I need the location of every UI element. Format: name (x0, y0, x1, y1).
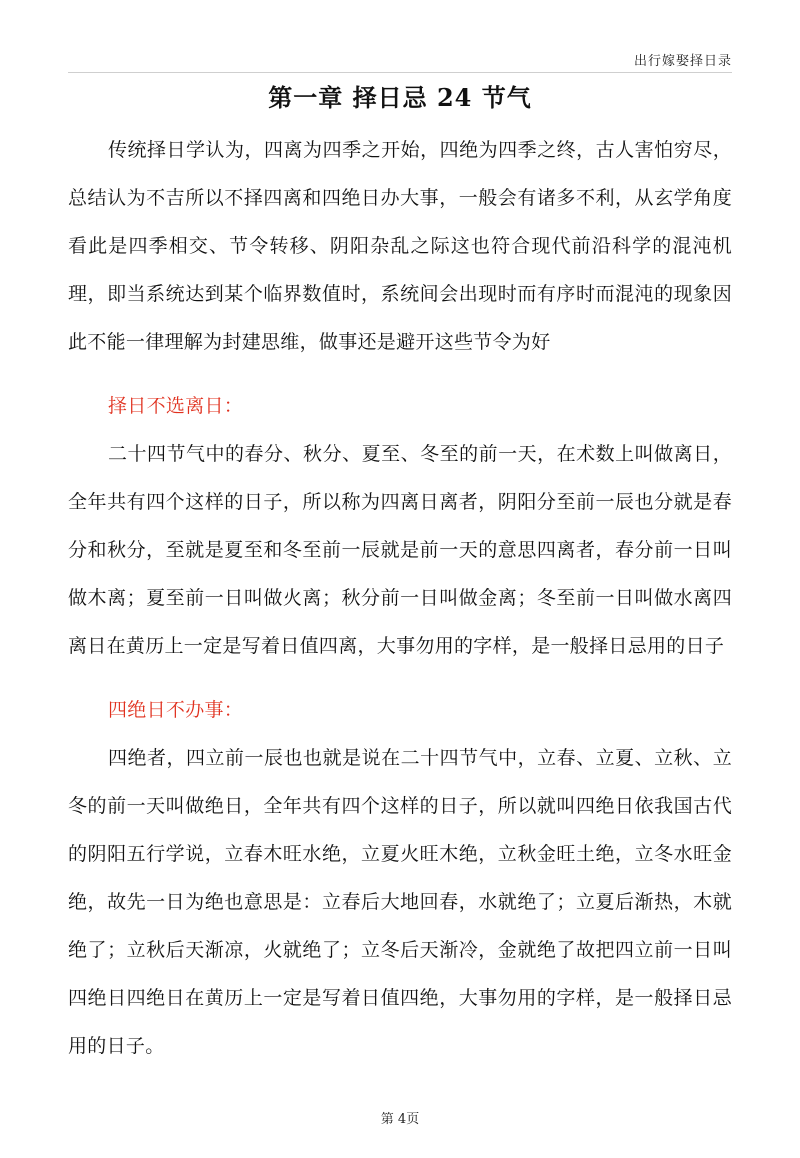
page-number: 第 4页 (380, 1112, 420, 1127)
jue-day-paragraph: 四绝者，四立前一辰也也就是说在二十四节气中，立春、立夏、立秋、立冬的前一天叫做绝日，全年共有四个这样的日子，所以就叫四绝日依我国古代的阴阳五行学说，立春木旺水绝，立夏火旺木绝，立秋金旺土绝，立冬水旺金绝，故先一日为绝也意思是：立春后大地回春，水就绝了；立夏后渐热，木就绝了；立秋后天渐凉，火就绝了；立冬后天渐冷，金就绝了故把四立前一日叫四绝日四绝日在黄历上一定是写着日值四绝，大事勿用的字样，是一般择日忌用的日子。 (68, 747, 732, 1057)
chapter-title: 第一章 择日忌 24 节气 (268, 83, 532, 112)
section-heading-jue-day: 四绝日不办事： (108, 699, 244, 721)
running-header: 出行嫁娶择日录 (633, 54, 732, 69)
section-heading-li-day: 择日不选离日： (108, 395, 244, 417)
header-divider (68, 72, 732, 73)
intro-paragraph: 传统择日学认为，四离为四季之开始，四绝为四季之终，古人害怕穷尽，总结认为不吉所以不择四离和四绝日办大事，一般会有诸多不利，从玄学角度看此是四季相交、节令转移、阴阳杂乱之际这也符合现代前沿科学的混沌机理，即当系统达到某个临界数值时，系统间会出现时而有序时而混沌的现象因此不能一律理解为封建思维，做事还是避开这些节令为好 (68, 139, 732, 353)
li-day-paragraph: 二十四节气中的春分、秋分、夏至、冬至的前一天，在术数上叫做离日，全年共有四个这样的日子，所以称为四离日离者，阴阳分至前一辰也分就是春分和秋分，至就是夏至和冬至前一辰就是前一天的意思四离者，春分前一日叫做木离；夏至前一日叫做火离；秋分前一日叫做金离；冬至前一日叫做水离四离日在黄历上一定是写着日值四离，大事勿用的字样，是一般择日忌用的日子 (68, 443, 732, 657)
